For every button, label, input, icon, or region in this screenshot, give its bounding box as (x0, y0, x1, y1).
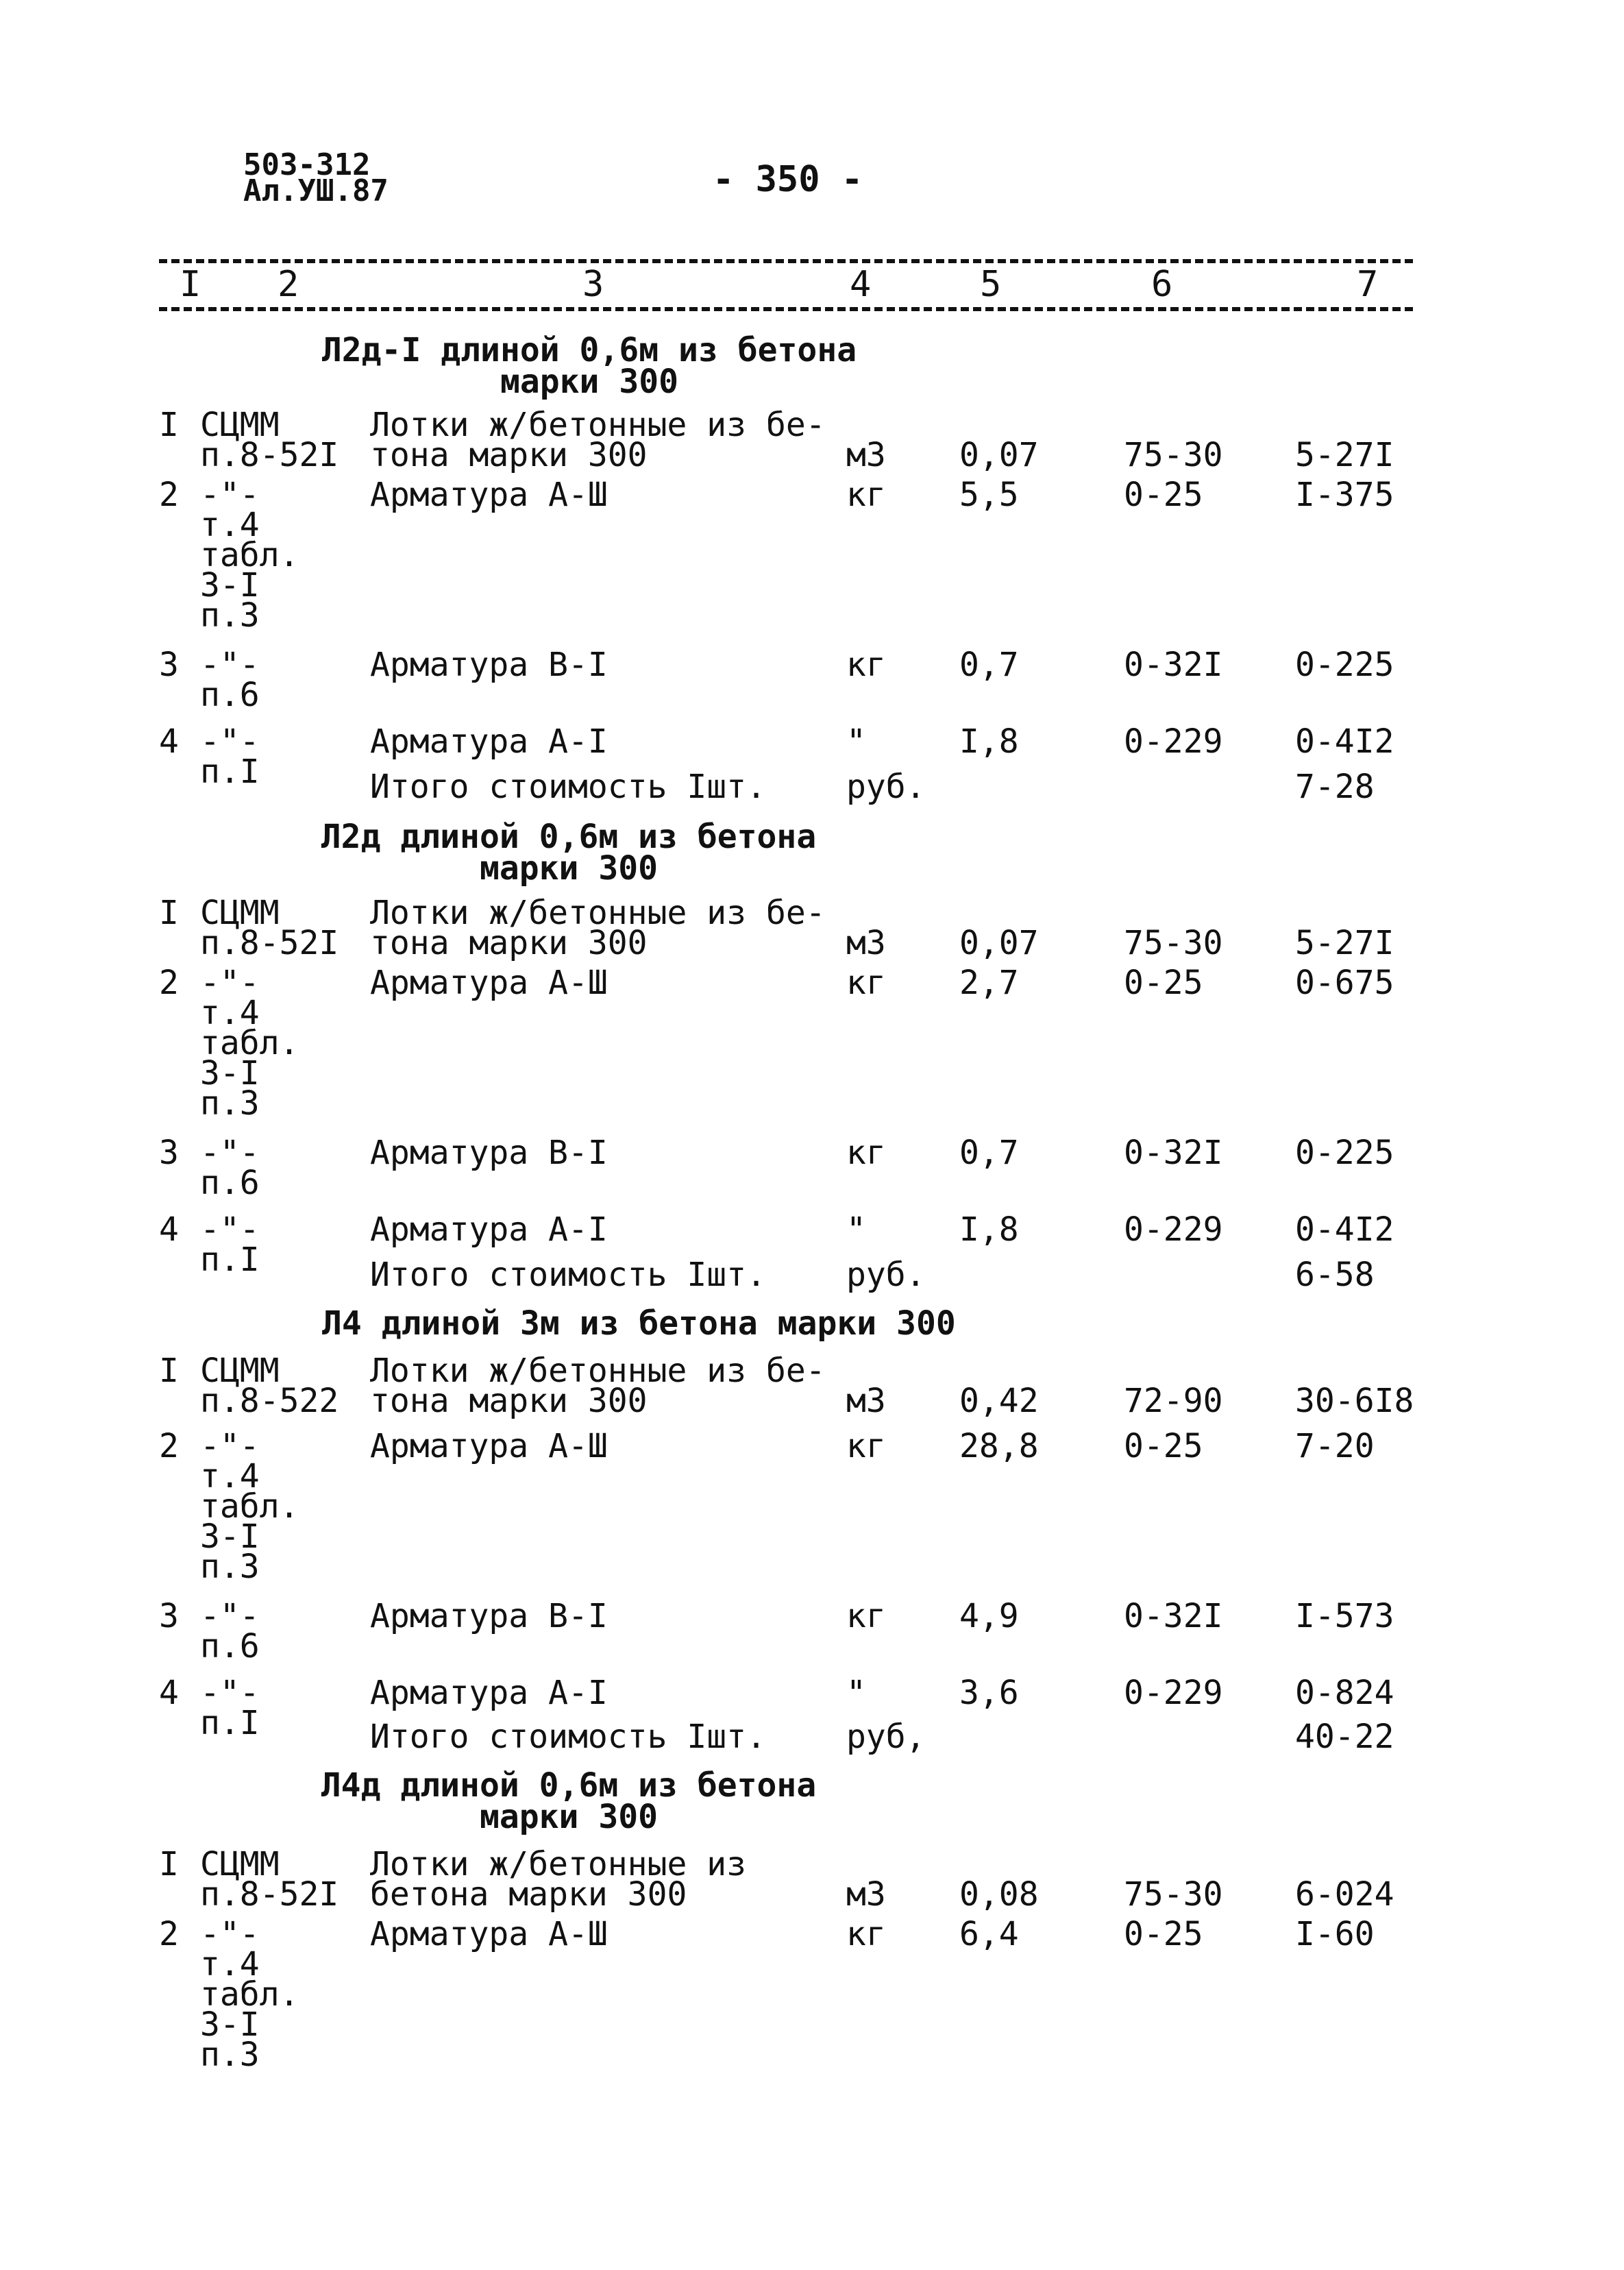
item-name-cell (370, 476, 608, 514)
page-number: - 350 - (713, 159, 863, 200)
reference-line: -"- (200, 476, 260, 514)
unit-cell: " (846, 1674, 866, 1712)
total-cost-cell: 0-675 (1295, 964, 1394, 1002)
section-title-line2: марки 300 (479, 849, 659, 888)
quantity-cell: 28,8 (959, 1427, 1039, 1465)
section-title (315, 818, 822, 888)
quantity-cell: 0,08 (959, 1875, 1039, 1914)
quantity-cell: 4,9 (959, 1597, 1019, 1635)
reference-line: 3-I (200, 1517, 260, 1556)
reference-line: СЦММ (200, 1352, 280, 1390)
total-cost-cell: 0-225 (1295, 1134, 1394, 1172)
unit-price-cell: 0-32I (1124, 1134, 1223, 1172)
reference-line: п.3 (200, 1548, 260, 1586)
column-number: 3 (582, 264, 604, 305)
unit-price-cell: 0-32I (1124, 646, 1223, 684)
reference-cell (200, 894, 339, 962)
quantity-cell: 0,7 (959, 646, 1019, 684)
reference-line: табл. (200, 1024, 299, 1062)
item-name-line: Арматура А-Ш (370, 964, 608, 1002)
reference-line: СЦММ (200, 1845, 280, 1883)
item-name-line: тона марки 300 (370, 1382, 648, 1420)
item-name-line: Арматура А-Ш (370, 1915, 608, 1953)
row-number: 4 (159, 1674, 179, 1712)
unit-price-cell: 0-229 (1124, 722, 1223, 761)
total-cost-cell: 0-4I2 (1295, 722, 1394, 761)
section-title-line2: марки 300 (479, 1798, 659, 1836)
reference-cell (200, 722, 260, 791)
total-cost-cell: 0-4I2 (1295, 1210, 1394, 1249)
quantity-cell: 0,7 (959, 1134, 1019, 1172)
reference-line: табл. (200, 1487, 299, 1526)
total-cost-cell: 7-20 (1295, 1427, 1375, 1465)
reference-line: п.6 (200, 1164, 260, 1202)
item-name-line: Арматура А-Ш (370, 1427, 608, 1465)
total-cost-cell: 0-824 (1295, 1674, 1394, 1712)
item-name-line: Арматура В-I (370, 646, 608, 684)
unit-cell: кг (846, 1915, 886, 1953)
unit-cell: м3 (846, 436, 886, 474)
quantity-cell: 0,07 (959, 436, 1039, 474)
row-number: 2 (159, 1915, 179, 1953)
item-name-line: Лотки ж/бетонные из бе- (370, 1352, 826, 1390)
reference-line: -"- (200, 646, 260, 684)
item-name-line: Лотки ж/бетонные из бе- (370, 406, 826, 444)
document-code-line2: Ал.УШ.87 (243, 173, 389, 208)
unit-price-cell: 0-25 (1124, 964, 1203, 1002)
unit-cell: м3 (846, 1382, 886, 1420)
reference-line: п.8-52I (200, 436, 339, 474)
reference-line: п.6 (200, 1627, 260, 1665)
item-name-line: Итого стоимость Iшт. (370, 768, 766, 806)
total-cost-cell: 6-58 (1295, 1256, 1375, 1294)
reference-line: 3-I (200, 2005, 260, 2044)
total-cost-cell: 0-225 (1295, 646, 1394, 684)
reference-line: т.4 (200, 1457, 260, 1496)
quantity-cell: 0,07 (959, 924, 1039, 962)
quantity-cell: 0,42 (959, 1382, 1039, 1420)
row-number: 3 (159, 1134, 179, 1172)
row-number: I (159, 1845, 179, 1883)
unit-price-cell: 75-30 (1124, 1875, 1223, 1914)
reference-line: п.I (200, 1704, 260, 1742)
unit-cell: кг (846, 964, 886, 1002)
item-name-cell (370, 1210, 608, 1249)
reference-cell (200, 1352, 339, 1420)
column-number: 5 (980, 264, 1002, 305)
item-name-cell (370, 1845, 747, 1914)
row-number: I (159, 894, 179, 932)
item-name-line: Итого стоимость Iшт. (370, 1256, 766, 1294)
quantity-cell: 5,5 (959, 476, 1019, 514)
unit-cell: кг (846, 1427, 886, 1465)
item-name-cell (370, 1915, 608, 1953)
item-name-line: тона марки 300 (370, 924, 648, 962)
reference-line: -"- (200, 1674, 260, 1712)
quantity-cell: I,8 (959, 1210, 1019, 1249)
section-title (315, 331, 863, 401)
reference-cell (200, 406, 339, 474)
reference-line: п.8-52I (200, 924, 339, 962)
item-name-line: Арматура А-I (370, 1210, 608, 1249)
reference-line: 3-I (200, 566, 260, 605)
reference-line: СЦММ (200, 406, 280, 444)
item-name-line: Арматура В-I (370, 1134, 608, 1172)
row-number: 4 (159, 1210, 179, 1249)
total-cost-cell: 5-27I (1295, 436, 1394, 474)
reference-line: -"- (200, 1134, 260, 1172)
item-name-cell (370, 1352, 826, 1420)
unit-price-cell: 0-229 (1124, 1210, 1223, 1249)
header-rule-bottom (159, 307, 1413, 311)
item-name-cell (370, 722, 608, 761)
column-number: 2 (278, 264, 299, 305)
reference-line: -"- (200, 1597, 260, 1635)
reference-line: п.3 (200, 596, 260, 635)
unit-cell: кг (846, 476, 886, 514)
reference-cell (200, 1427, 299, 1586)
row-number: 4 (159, 722, 179, 761)
reference-line: СЦММ (200, 894, 280, 932)
document-code (243, 147, 389, 208)
reference-line: -"- (200, 1210, 260, 1249)
reference-cell (200, 1597, 260, 1665)
total-cost-cell: 7-28 (1295, 768, 1375, 806)
item-name-cell (370, 1256, 766, 1294)
total-cost-cell: I-573 (1295, 1597, 1394, 1635)
item-name-cell (370, 1134, 608, 1172)
quantity-cell: 6,4 (959, 1915, 1019, 1953)
reference-cell (200, 1674, 260, 1742)
unit-cell: кг (846, 1597, 886, 1635)
unit-price-cell: 0-229 (1124, 1674, 1223, 1712)
item-name-line: тона марки 300 (370, 436, 648, 474)
unit-price-cell: 0-25 (1124, 1427, 1203, 1465)
reference-line: табл. (200, 536, 299, 574)
unit-price-cell: 72-90 (1124, 1382, 1223, 1420)
unit-price-cell: 0-32I (1124, 1597, 1223, 1635)
row-number: 3 (159, 646, 179, 684)
reference-line: п.3 (200, 2036, 260, 2074)
reference-cell (200, 476, 299, 635)
reference-line: т.4 (200, 994, 260, 1032)
column-number: 4 (850, 264, 872, 305)
reference-line: табл. (200, 1975, 299, 2014)
unit-cell: кг (846, 646, 886, 684)
reference-cell (200, 1134, 260, 1202)
item-name-cell (370, 1427, 608, 1465)
reference-line: 3-I (200, 1054, 260, 1093)
section-title-line2: марки 300 (500, 363, 679, 401)
item-name-cell (370, 768, 766, 806)
item-name-line: Арматура А-Ш (370, 476, 608, 514)
unit-cell: " (846, 722, 866, 761)
item-name-line: Лотки ж/бетонные из (370, 1845, 747, 1883)
unit-cell: м3 (846, 1875, 886, 1914)
reference-cell (200, 964, 299, 1123)
item-name-line: Итого стоимость Iшт. (370, 1718, 766, 1756)
item-name-cell (370, 1674, 608, 1712)
row-number: I (159, 1352, 179, 1390)
reference-line: п.I (200, 1241, 260, 1279)
unit-cell: кг (846, 1134, 886, 1172)
reference-line: -"- (200, 722, 260, 761)
column-number: I (180, 264, 201, 305)
reference-cell (200, 1210, 260, 1279)
item-name-cell (370, 646, 608, 684)
row-number: 2 (159, 1427, 179, 1465)
unit-price-cell: 75-30 (1124, 924, 1223, 962)
reference-line: п.I (200, 753, 260, 791)
reference-line: -"- (200, 1915, 260, 1953)
total-cost-cell: I-60 (1295, 1915, 1375, 1953)
reference-line: -"- (200, 1427, 260, 1465)
reference-cell (200, 646, 260, 714)
unit-cell: м3 (846, 924, 886, 962)
column-number: 7 (1357, 264, 1379, 305)
section-title (315, 1766, 822, 1836)
total-cost-cell: I-375 (1295, 476, 1394, 514)
row-number: I (159, 406, 179, 444)
item-name-cell (370, 1718, 766, 1756)
column-numbers (0, 264, 1624, 305)
total-cost-cell: 5-27I (1295, 924, 1394, 962)
reference-line: т.4 (200, 1945, 260, 1984)
section-title (322, 1304, 956, 1343)
section-title-line1: Л4д длиной 0,6м из бетона (321, 1766, 817, 1805)
reference-line: п.3 (200, 1084, 260, 1123)
row-number: 2 (159, 476, 179, 514)
unit-price-cell: 0-25 (1124, 1915, 1203, 1953)
quantity-cell: I,8 (959, 722, 1019, 761)
unit-price-cell: 0-25 (1124, 476, 1203, 514)
row-number: 3 (159, 1597, 179, 1635)
item-name-line: Арматура В-I (370, 1597, 608, 1635)
item-name-line: Арматура А-I (370, 1674, 608, 1712)
section-title-line1: Л4 длиной 3м из бетона марки 300 (322, 1304, 956, 1343)
total-cost-cell: 30-6I8 (1295, 1382, 1414, 1420)
reference-line: т.4 (200, 506, 260, 544)
unit-cell: руб, (846, 1718, 926, 1756)
header-rule-top (159, 259, 1413, 263)
total-cost-cell: 40-22 (1295, 1718, 1394, 1756)
unit-cell: руб. (846, 768, 926, 806)
item-name-line: бетона марки 300 (370, 1875, 687, 1914)
quantity-cell: 3,6 (959, 1674, 1019, 1712)
unit-cell: руб. (846, 1256, 926, 1294)
item-name-line: Арматура А-I (370, 722, 608, 761)
item-name-cell (370, 964, 608, 1002)
document-code-line1: 503-312 (243, 147, 371, 182)
reference-line: п.8-52I (200, 1875, 339, 1914)
reference-line: -"- (200, 964, 260, 1002)
unit-cell: " (846, 1210, 866, 1249)
total-cost-cell: 6-024 (1295, 1875, 1394, 1914)
section-title-line1: Л2д-I длиной 0,6м из бетона (321, 331, 857, 369)
row-number: 2 (159, 964, 179, 1002)
quantity-cell: 2,7 (959, 964, 1019, 1002)
item-name-cell (370, 894, 826, 962)
section-title-line1: Л2д длиной 0,6м из бетона (321, 818, 817, 856)
unit-price-cell: 75-30 (1124, 436, 1223, 474)
column-number: 6 (1151, 264, 1173, 305)
item-name-line: Лотки ж/бетонные из бе- (370, 894, 826, 932)
reference-line: п.6 (200, 676, 260, 714)
reference-cell (200, 1915, 299, 2074)
reference-line: п.8-522 (200, 1382, 339, 1420)
reference-cell (200, 1845, 339, 1914)
item-name-cell (370, 406, 826, 474)
item-name-cell (370, 1597, 608, 1635)
